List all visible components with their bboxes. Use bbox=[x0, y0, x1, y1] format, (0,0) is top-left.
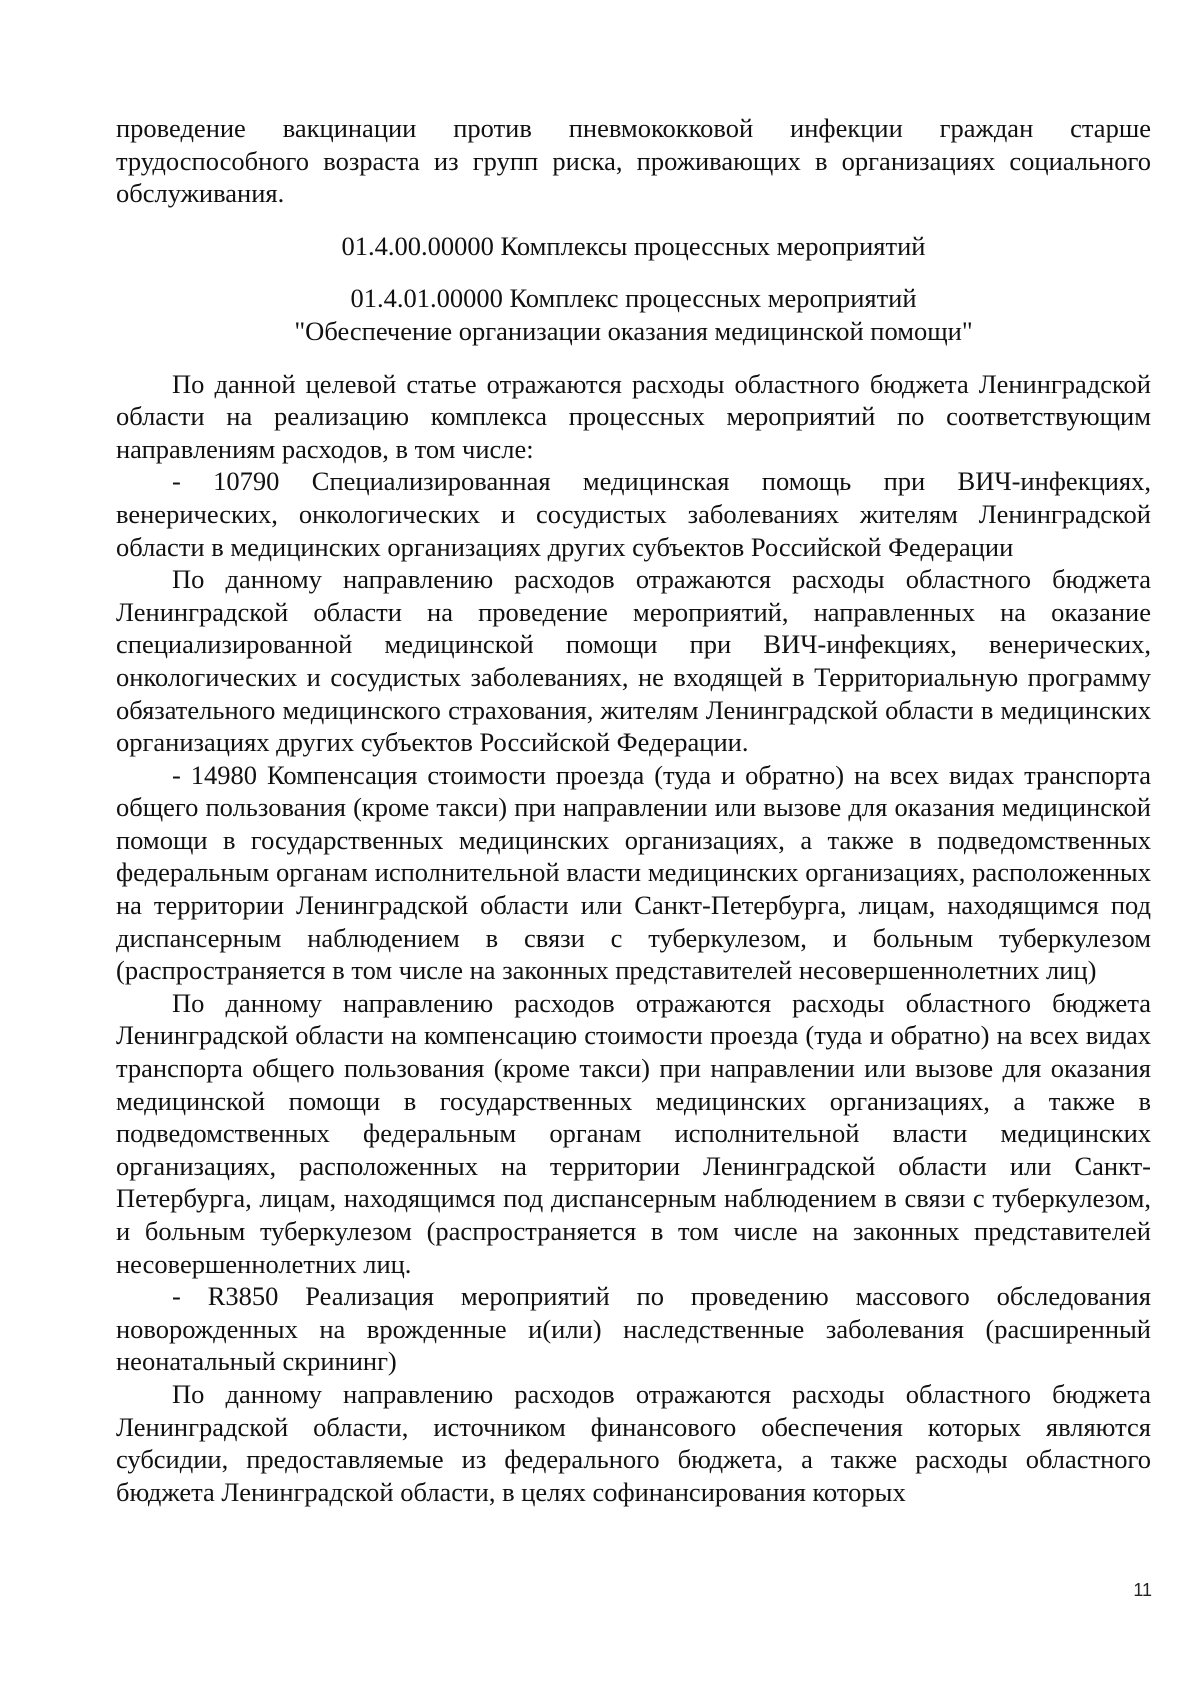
list-item-14980: - 14980 Компенсация стоимости проезда (туда и обратно) на всех видах транспорта общего пользования (кроме такси) при направлении или вызове для оказания медицинской помощи в государственных медицинских организациях, а также в подведомственных федеральным органам исполнительной власти медицинских организациях, расположенных на территории Ленинградской области или Санкт-Петербурга, лицам, находящимся под диспансерным наблюдением в связи с туберкулезом, и больным туберкулезом (распространяется в том числе на законных представителей несовершеннолетних лиц) bbox=[116, 759, 1151, 986]
body-paragraph: По данному направлению расходов отражаются расходы областного бюджета Ленинградской области, источником финансового обеспечения которых являются субсидии, предоставляемые из федерального бюджета, а также расходы областного бюджета Ленинградской области, в целях софинансирования которых bbox=[116, 1378, 1151, 1507]
page-number: 11 bbox=[1133, 1580, 1152, 1600]
body-paragraph: По данному направлению расходов отражаются расходы областного бюджета Ленинградской области на компенсацию стоимости проезда (туда и обратно) на всех видах транспорта общего пользования (кроме такси) при направлении или вызове для оказания медицинской помощи в государственных медицинских организациях, а также в подведомственных федеральным органам исполнительной власти медицинских организациях, расположенных на территории Ленинградской области или Санкт-Петербурга, лицам, находящимся под диспансерным наблюдением в связи с туберкулезом, и больным туберкулезом (распространяется в том числе на законных представителей несовершеннолетних лиц. bbox=[116, 987, 1151, 1279]
intro-paragraph: проведение вакцинации против пневмококковой инфекции граждан старше трудоспособного возраста из групп риска, проживающих в организациях социального обслуживания. bbox=[116, 113, 1151, 209]
subsection-heading-line2: "Обеспечение организации оказания медицинской помощи" bbox=[294, 315, 973, 346]
section-heading: 01.4.00.00000 Комплексы процессных мероприятий bbox=[341, 230, 926, 261]
body-paragraph: По данной целевой статье отражаются расходы областного бюджета Ленинградской области на реализацию комплекса процессных мероприятий по соответствующим направлениям расходов, в том числе: bbox=[116, 368, 1151, 464]
body-paragraph: По данному направлению расходов отражаются расходы областного бюджета Ленинградской области на проведение мероприятий, направленных на оказание специализированной медицинской помощи при ВИЧ-инфекциях, венерических, онкологических и сосудистых заболеваниях, не входящей в Территориальную программу обязательного медицинского страхования, жителям Ленинградской области в медицинских организациях других субъектов Российской Федерации. bbox=[116, 564, 1151, 758]
list-item-10790: - 10790 Специализированная медицинская помощь при ВИЧ-инфекциях, венерических, онкологических и сосудистых заболеваниях жителям Ленинградской области в медицинских организациях других субъектов Российской Федерации bbox=[116, 466, 1151, 562]
subsection-heading-line1: 01.4.01.00000 Комплекс процессных мероприятий bbox=[350, 283, 917, 314]
list-item-r3850: - R3850 Реализация мероприятий по проведению массового обследования новорожденных на врожденные и(или) наследственные заболевания (расширенный неонатальный скрининг) bbox=[116, 1281, 1151, 1377]
document-page bbox=[116, 112, 1151, 1508]
